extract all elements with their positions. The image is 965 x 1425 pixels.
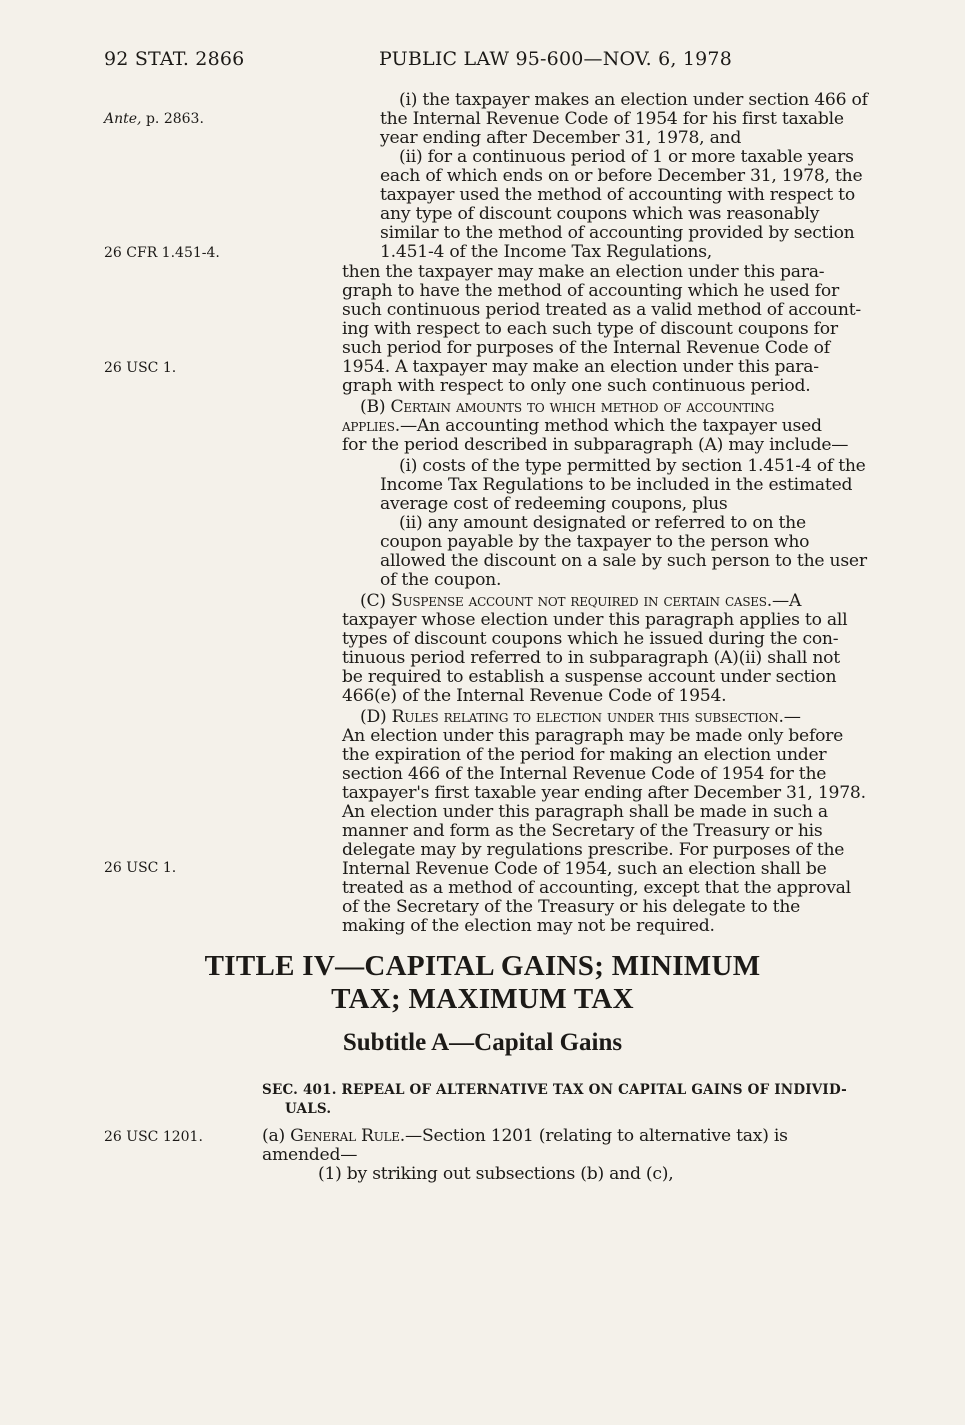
text-run: taxpayer whose election under this paragraph applies to all: [342, 610, 848, 630]
body-line: [399, 457, 866, 476]
text-run: An election under this paragraph may be made only before: [342, 726, 844, 746]
text-run: manner and form as the Secretary of the Treasury or his: [342, 821, 823, 841]
text-run: taxpayer used the method of accounting with respect to: [380, 185, 855, 205]
margin-citation-text: 26 USC 1201.: [104, 1129, 203, 1145]
body-line: [342, 282, 839, 301]
body-line: [342, 649, 840, 668]
text-run: such continuous period treated as a valid method of account-: [342, 300, 861, 320]
text-run: tinuous period referred to in subparagraph (A)(ii) shall not: [342, 648, 840, 668]
section-text-line: [262, 1127, 788, 1146]
text-run: of the coupon.: [380, 570, 502, 590]
body-line: [342, 358, 819, 377]
body-line: [399, 514, 806, 533]
body-line: [342, 860, 827, 879]
body-line: [380, 571, 501, 590]
body-line: [380, 186, 855, 205]
text-run: such period for purposes of the Internal Revenue Code of: [342, 338, 830, 358]
text-run: (ii) any amount designated or referred to on the: [399, 513, 806, 533]
body-line: [360, 592, 801, 611]
text-run: treated as a method of accounting, except that the approval: [342, 878, 851, 898]
text-run: be required to establish a suspense account under section: [342, 667, 837, 687]
text-run: An election under this paragraph shall be made in such a: [342, 802, 828, 822]
text-run: ing with respect to each such type of discount coupons for: [342, 319, 838, 339]
body-line: [399, 91, 868, 110]
body-line: [342, 727, 843, 746]
body-line: [342, 630, 838, 649]
text-run: of the Secretary of the Treasury or his delegate to the: [342, 897, 801, 917]
text-run: —: [783, 707, 801, 727]
section-heading-line-2: UALS.: [285, 1101, 332, 1117]
body-line: [342, 841, 844, 860]
text-run: (a): [262, 1126, 291, 1146]
margin-citation-text: 26 CFR 1.451-4.: [104, 245, 220, 261]
text-run: allowed the discount on a sale by such person to the user: [380, 551, 867, 571]
text-run: (C): [360, 591, 392, 611]
body-line: [342, 879, 851, 898]
text-run: (i) costs of the type permitted by section 1.451-4 of the: [399, 456, 866, 476]
body-line: [380, 476, 852, 495]
text-run: for the period described in subparagraph (A) may include—: [342, 435, 849, 455]
body-line: [342, 822, 822, 841]
page-stat-number: 92 STAT. 2866: [104, 48, 245, 70]
text-run: (D): [360, 707, 392, 727]
body-line: [360, 398, 774, 417]
body-line: [380, 552, 867, 571]
text-run: 466(e) of the Internal Revenue Code of 1954.: [342, 686, 727, 706]
text-run: graph with respect to only one such continuous period.: [342, 376, 811, 396]
text-run: Income Tax Regulations to be included in the estimated: [380, 475, 853, 495]
text-run: amended—: [262, 1145, 358, 1165]
text-run: —A: [772, 591, 802, 611]
margin-citation: [104, 1129, 203, 1145]
small-caps-heading: General Rule.: [290, 1126, 406, 1146]
body-line: [342, 746, 826, 765]
margin-citation-text: p. 2863.: [141, 111, 204, 127]
body-line: [380, 533, 809, 552]
small-caps-heading: Suspense account not required in certain cases.: [391, 591, 772, 611]
margin-citation-italic: Ante,: [104, 111, 142, 127]
body-line: [342, 263, 824, 282]
text-run: 1954. A taxpayer may make an election under this para-: [342, 357, 819, 377]
text-run: section 466 of the Internal Revenue Code of 1954 for the: [342, 764, 827, 784]
subtitle-heading: Subtitle A—Capital Gains: [342, 1029, 623, 1056]
margin-citation-text: 26 USC 1.: [104, 360, 177, 376]
small-caps-heading: applies.: [342, 416, 400, 436]
body-line: [342, 668, 836, 687]
margin-citation: [104, 111, 204, 127]
running-header: PUBLIC LAW 95-600—NOV. 6, 1978: [379, 48, 732, 70]
body-line: [342, 301, 861, 320]
title-line-1: TITLE IV—CAPITAL GAINS; MINIMUM: [204, 950, 761, 982]
text-run: the expiration of the period for making an election under: [342, 745, 827, 765]
body-line: [380, 129, 741, 148]
body-line: [380, 243, 712, 262]
body-line: [342, 377, 810, 396]
margin-citation-text: 26 USC 1.: [104, 860, 177, 876]
text-run: average cost of redeeming coupons, plus: [380, 494, 728, 514]
text-run: similar to the method of accounting provided by section: [380, 223, 855, 243]
text-run: each of which ends on or before December 31, 1978, the: [380, 166, 863, 186]
text-run: coupon payable by the taxpayer to the person who: [380, 532, 810, 552]
body-line: [342, 339, 830, 358]
body-line: [342, 687, 726, 706]
section-text-line: [262, 1146, 357, 1165]
text-run: making of the election may not be required.: [342, 916, 715, 936]
text-run: year ending after December 31, 1978, and: [380, 128, 742, 148]
margin-citation: [104, 860, 176, 876]
text-run: delegate may by regulations prescribe. For purposes of the: [342, 840, 845, 860]
text-run: (B): [360, 397, 391, 417]
body-line: [380, 110, 844, 129]
body-line: [342, 417, 822, 436]
body-line: [380, 495, 727, 514]
body-line: [342, 436, 848, 455]
body-line: [360, 708, 801, 727]
text-run: graph to have the method of accounting which he used for: [342, 281, 839, 301]
body-line: [342, 320, 838, 339]
margin-citation: [104, 245, 220, 261]
body-line: [342, 611, 847, 630]
text-run: —An accounting method which the taxpayer used: [399, 416, 822, 436]
text-run: (i) the taxpayer makes an election under section 466 of: [399, 90, 868, 110]
section-heading-line-1: SEC. 401. REPEAL OF ALTERNATIVE TAX ON CAPITAL GAINS OF INDIVID-: [262, 1082, 847, 1098]
text-run: Internal Revenue Code of 1954, such an election shall be: [342, 859, 827, 879]
body-line: [342, 803, 828, 822]
body-line: [342, 784, 866, 803]
small-caps-heading: Certain amounts to which method of accounting: [390, 397, 775, 417]
body-line: [380, 205, 819, 224]
text-run: —Section 1201 (relating to alternative tax) is: [405, 1126, 788, 1146]
text-run: (ii) for a continuous period of 1 or more taxable years: [399, 147, 854, 167]
small-caps-heading: Rules relating to election under this subsection.: [391, 707, 784, 727]
text-run: taxpayer's first taxable year ending after December 31, 1978.: [342, 783, 866, 803]
margin-citation: [104, 360, 176, 376]
text-run: the Internal Revenue Code of 1954 for his first taxable: [380, 109, 844, 129]
body-line: [342, 765, 826, 784]
text-run: any type of discount coupons which was reasonably: [380, 204, 820, 224]
body-line: [380, 167, 862, 186]
text-run: (1) by striking out subsections (b) and (c),: [318, 1164, 674, 1184]
section-text-line: [318, 1165, 673, 1184]
text-run: 1.451-4 of the Income Tax Regulations,: [380, 242, 713, 262]
body-line: [380, 224, 855, 243]
text-run: then the taxpayer may make an election under this para-: [342, 262, 825, 282]
text-run: types of discount coupons which he issued during the con-: [342, 629, 839, 649]
body-line: [342, 898, 800, 917]
title-line-2: TAX; MAXIMUM TAX: [331, 983, 634, 1015]
body-line: [342, 917, 715, 936]
body-line: [399, 148, 854, 167]
